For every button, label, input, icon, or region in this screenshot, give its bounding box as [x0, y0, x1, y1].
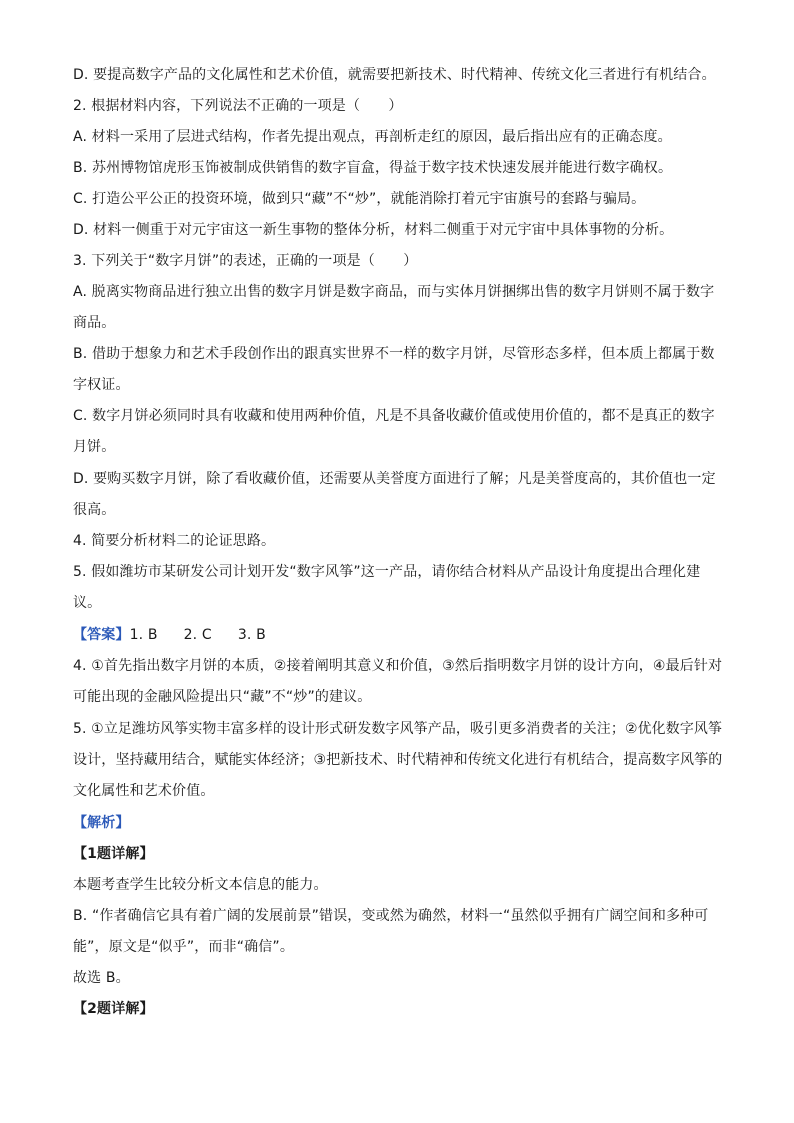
option-a-line: A. 脱离实物商品进行独立出售的数字月饼是数字商品，而与实体月饼捆绑出售的数字月饼则不属于数字	[73, 284, 715, 300]
option-c-line: C. 打造公平公正的投资环境，做到只“藏”不“炒”，就能消除打着元宇宙旗号的套路与骗局。	[73, 191, 646, 207]
section-1-title: 【1题详解】	[73, 846, 154, 862]
analysis-text: 能”，原文是“似乎”，而非“确信”。	[73, 939, 294, 955]
answer-4-line: 4. ①首先指出数字月饼的本质，②接着阐明其意义和价值，③然后指明数字月饼的设计方向，④最后针对	[73, 658, 723, 674]
answer-5-line-cont: 设计，坚持藏用结合，赋能实体经济；③把新技术、时代精神和传统文化进行有机结合，提高数字风筝的	[73, 752, 723, 768]
answer-item: 2. C	[183, 627, 212, 643]
answer-item: 3. B	[237, 627, 266, 643]
analysis-tag-label: 【解析】	[73, 815, 130, 831]
analysis-text: 故选 B。	[73, 970, 130, 986]
question-2-stem: 2. 根据材料内容，下列说法不正确的一项是（ ）	[73, 98, 403, 114]
option-d-line: D. 要提高数字产品的文化属性和艺术价值，就需要把新技术、时代精神、传统文化三者进行有机结合。	[73, 67, 716, 83]
answer-4-line-cont: 可能出现的金融风险提出只“藏”不“炒”的建议。	[73, 689, 372, 705]
option-d-line: D. 要购买数字月饼，除了看收藏价值，还需要从美誉度方面进行了解；凡是美誉度高的，其价值也一定	[73, 471, 716, 487]
analysis-text: 本题考查学生比较分析文本信息的能力。	[73, 877, 328, 893]
option-a-line-cont: 商品。	[73, 315, 116, 331]
option-c-line: C. 数字月饼必须同时具有收藏和使用两种价值，凡是不具备收藏价值或使用价值的，都不是真正的数字	[73, 408, 715, 424]
section-2-title: 【2题详解】	[73, 1001, 154, 1017]
option-a-line: A. 材料一采用了层进式结构，作者先提出观点，再剖析走红的原因，最后指出应有的正确态度。	[73, 129, 672, 145]
answer-5-line: 5. ①立足潍坊风筝实物丰富多样的设计形式研发数字风筝产品，吸引更多消费者的关注；②优化数字风筝	[73, 721, 723, 737]
answer-item: 1. B	[129, 627, 158, 643]
option-d-line: D. 材料一侧重于对元宇宙这一新生事物的整体分析，材料二侧重于对元宇宙中具体事物的分析。	[73, 222, 674, 238]
analysis-text: B. “作者确信它具有着广阔的发展前景”错误，变或然为确然，材料一“虽然似乎拥有广阔空间和多种可	[73, 908, 709, 924]
analysis-tag	[73, 814, 130, 832]
answer-tag: 【答案】	[73, 627, 130, 643]
option-b-line-cont: 字权证。	[73, 377, 130, 393]
question-5-stem-cont: 议。	[73, 595, 102, 611]
option-b-line: B. 借助于想象力和艺术手段创作出的跟真实世界不一样的数字月饼，尽管形态多样，但本质上都属于数	[73, 346, 715, 362]
option-d-line-cont: 很高。	[73, 502, 116, 518]
question-3-stem: 3. 下列关于“数字月饼”的表述，正确的一项是（ ）	[73, 253, 418, 269]
answer-line	[73, 626, 266, 644]
option-b-line: B. 苏州博物馆虎形玉饰被制成供销售的数字盲盒，得益于数字技术快速发展并能进行数字确权。	[73, 160, 673, 176]
answer-5-line-cont: 文化属性和艺术价值。	[73, 783, 215, 799]
option-c-line-cont: 月饼。	[73, 439, 116, 455]
question-4-stem: 4. 简要分析材料二的论证思路。	[73, 533, 276, 549]
question-5-stem: 5. 假如潍坊市某研发公司计划开发“数字风筝”这一产品，请你结合材料从产品设计角度提出合理化建	[73, 564, 701, 580]
